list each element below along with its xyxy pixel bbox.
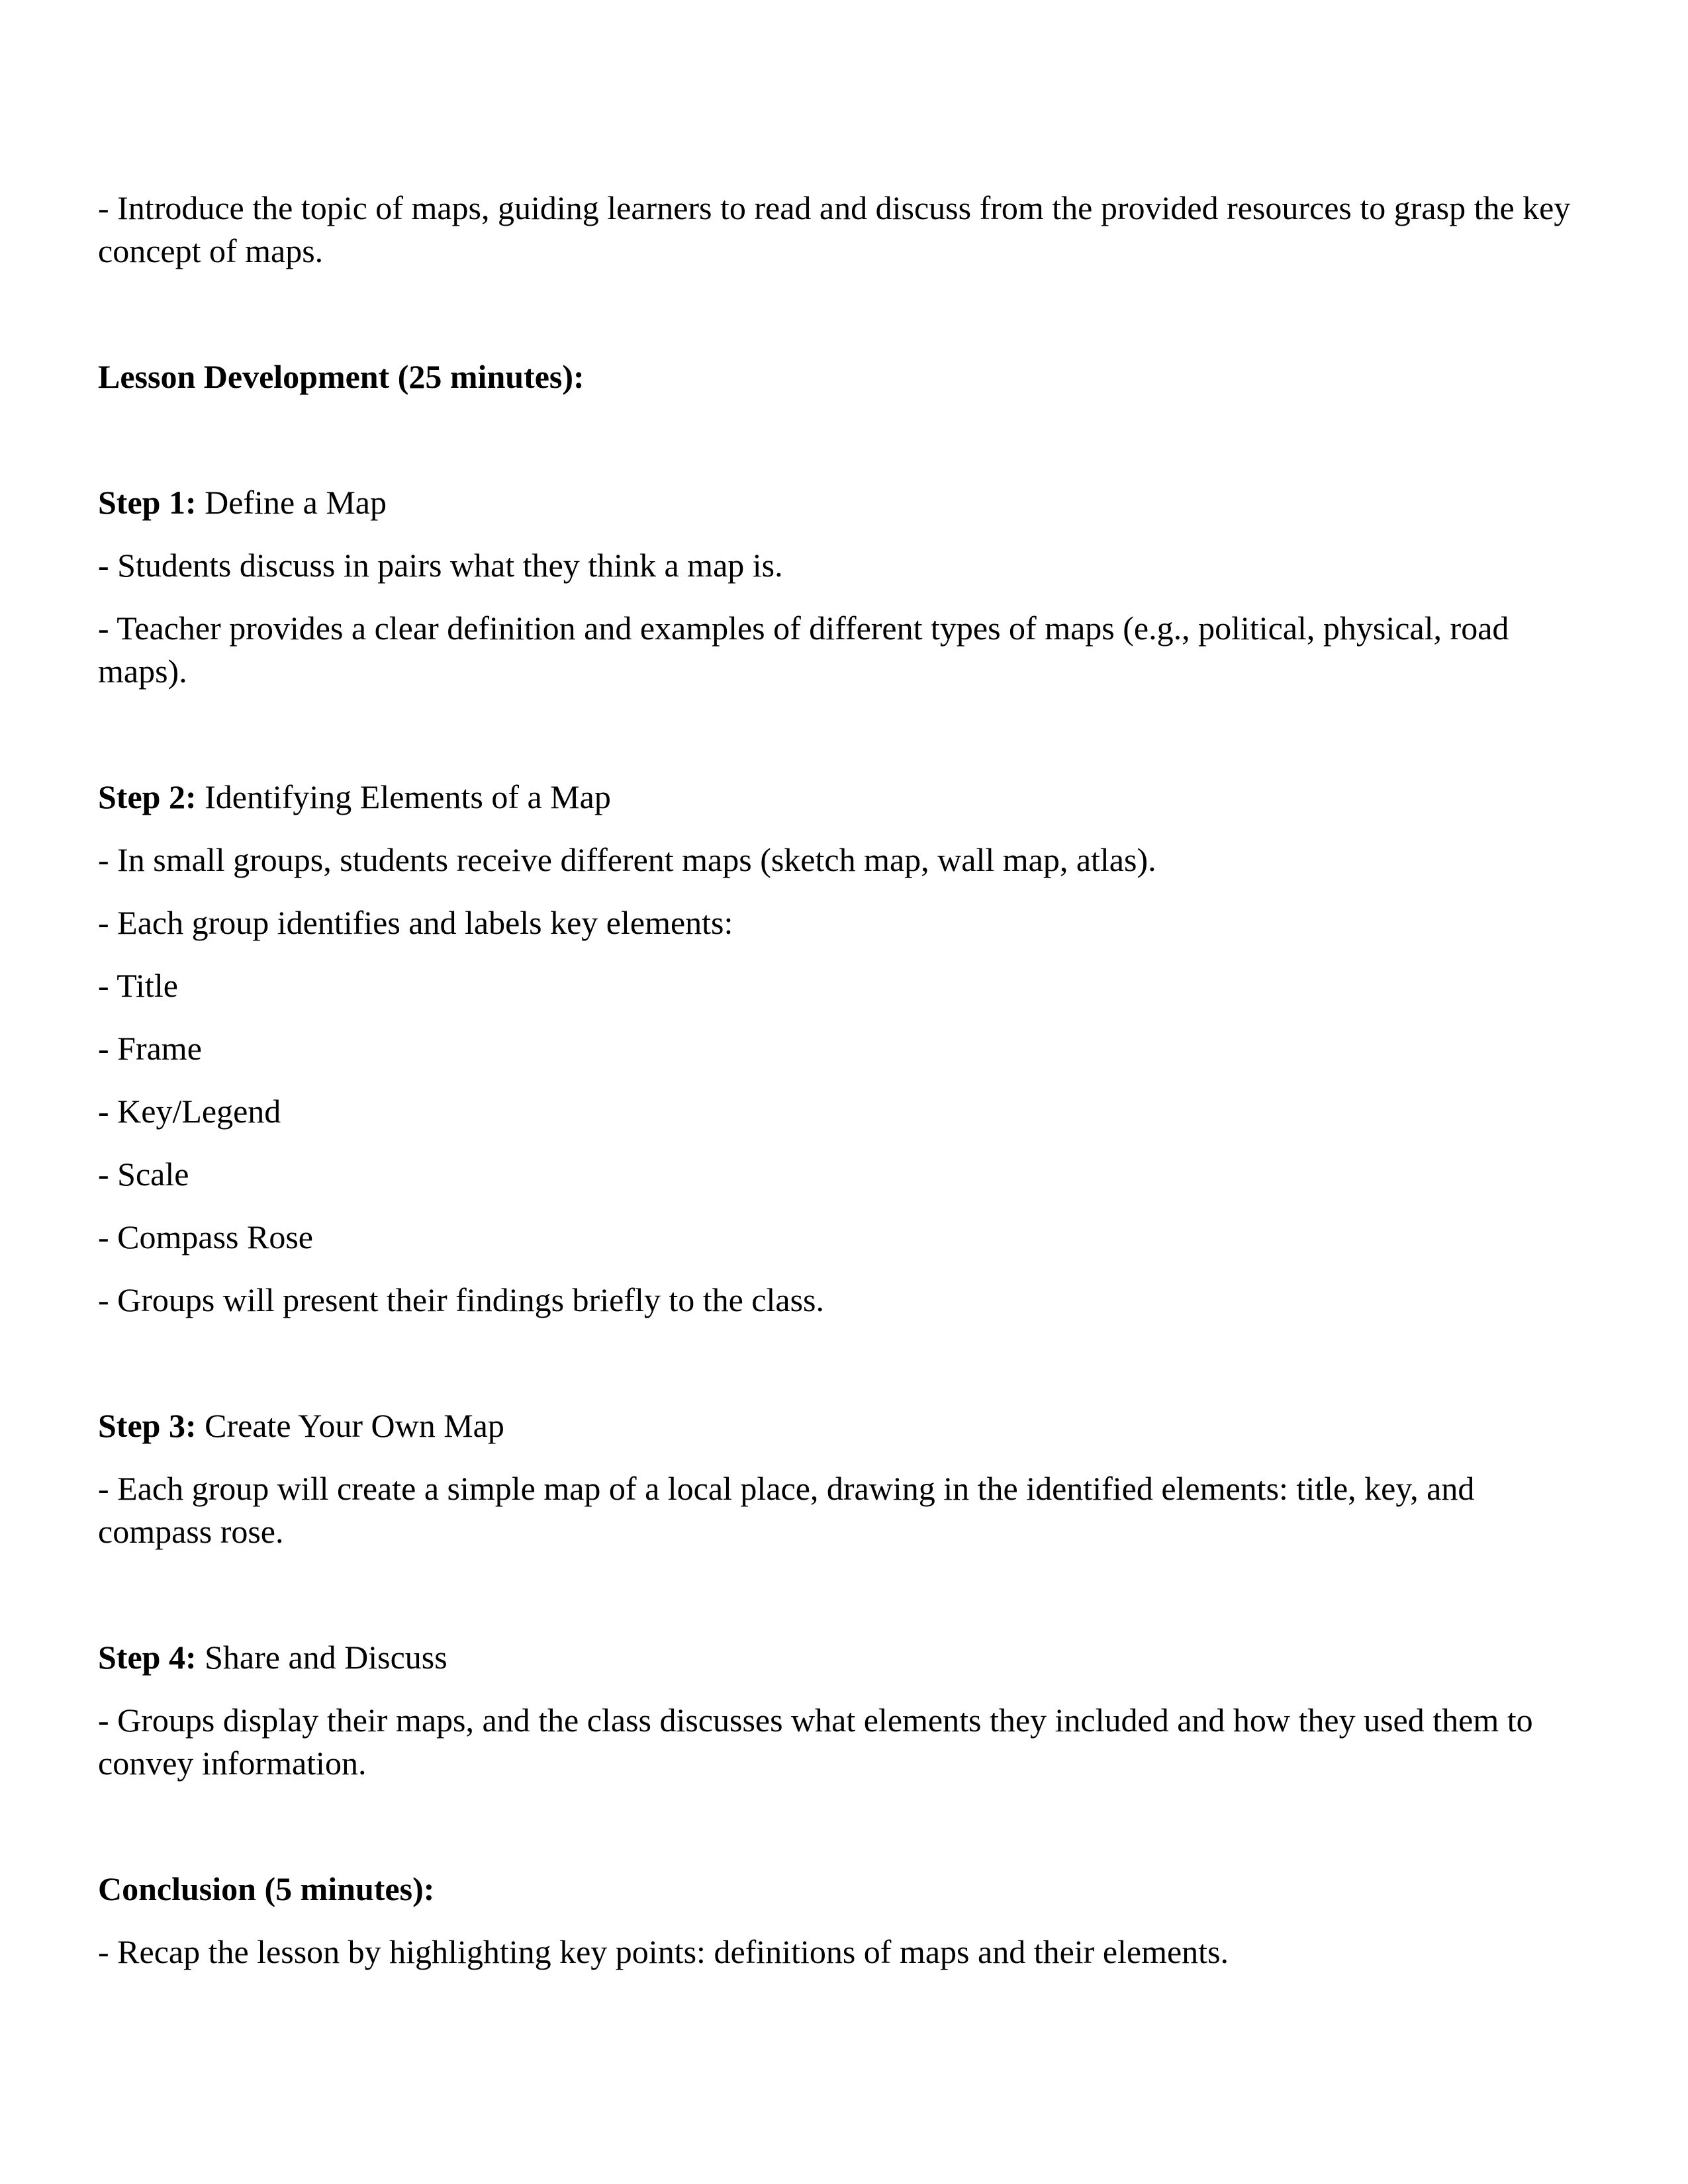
list-item-text: - Scale xyxy=(98,1156,189,1193)
step-1-label: Step 1: xyxy=(98,484,197,521)
step-1-heading xyxy=(98,481,1590,524)
step-2-item xyxy=(98,839,1590,882)
step-4-title: Share and Discuss xyxy=(196,1639,447,1676)
step-1-item xyxy=(98,544,1590,587)
step-2-item-text: - Groups will present their findings briefly to the class. xyxy=(98,1281,824,1318)
step-3-title: Create Your Own Map xyxy=(196,1407,504,1444)
intro-paragraph-text: - Introduce the topic of maps, guiding learners to read and discuss from the provided resources to grasp the key concept of maps. xyxy=(98,189,1571,269)
list-item-scale xyxy=(98,1153,1590,1196)
conclusion-item-text: - Recap the lesson by highlighting key points: definitions of maps and their elements. xyxy=(98,1933,1229,1970)
step-4-item-text: - Groups display their maps, and the class discusses what elements they included and how they used them to convey information. xyxy=(98,1702,1533,1782)
list-item-text: - Title xyxy=(98,967,178,1004)
step-4-heading xyxy=(98,1636,1590,1679)
step-2-item xyxy=(98,1279,1590,1322)
step-2-item-text: - Each group identifies and labels key elements: xyxy=(98,904,733,941)
step-4-item xyxy=(98,1699,1590,1785)
step-1-item-text: - Students discuss in pairs what they think a map is. xyxy=(98,547,783,584)
list-item-compass-rose xyxy=(98,1216,1590,1259)
step-2-heading xyxy=(98,776,1590,819)
section-heading-lesson-development-label: Lesson Development (25 minutes): xyxy=(98,358,585,395)
section-heading-conclusion xyxy=(98,1868,1590,1911)
step-3-item-text: - Each group will create a simple map of a local place, drawing in the identified elements: title, key, and compass rose. xyxy=(98,1470,1475,1550)
list-item-text: - Compass Rose xyxy=(98,1218,313,1255)
step-3-heading xyxy=(98,1404,1590,1447)
list-item-frame xyxy=(98,1027,1590,1070)
step-3-label: Step 3: xyxy=(98,1407,197,1444)
list-item-title xyxy=(98,964,1590,1007)
step-3-item xyxy=(98,1467,1590,1553)
conclusion-item xyxy=(98,1931,1590,1974)
list-item-key-legend xyxy=(98,1090,1590,1133)
step-1-item-text: - Teacher provides a clear definition and examples of different types of maps (e.g., political, physical, road maps). xyxy=(98,610,1509,690)
step-2-item-text: - In small groups, students receive different maps (sketch map, wall map, atlas). xyxy=(98,841,1156,878)
list-item-text: - Key/Legend xyxy=(98,1093,281,1130)
step-4-label: Step 4: xyxy=(98,1639,197,1676)
step-1-title: Define a Map xyxy=(196,484,387,521)
section-heading-conclusion-label: Conclusion (5 minutes): xyxy=(98,1870,435,1907)
step-2-label: Step 2: xyxy=(98,778,197,815)
list-item-text: - Frame xyxy=(98,1030,202,1067)
step-2-title: Identifying Elements of a Map xyxy=(196,778,611,815)
step-1-item xyxy=(98,607,1590,693)
section-heading-lesson-development xyxy=(98,355,1590,398)
step-2-item xyxy=(98,901,1590,944)
intro-paragraph xyxy=(98,187,1590,273)
